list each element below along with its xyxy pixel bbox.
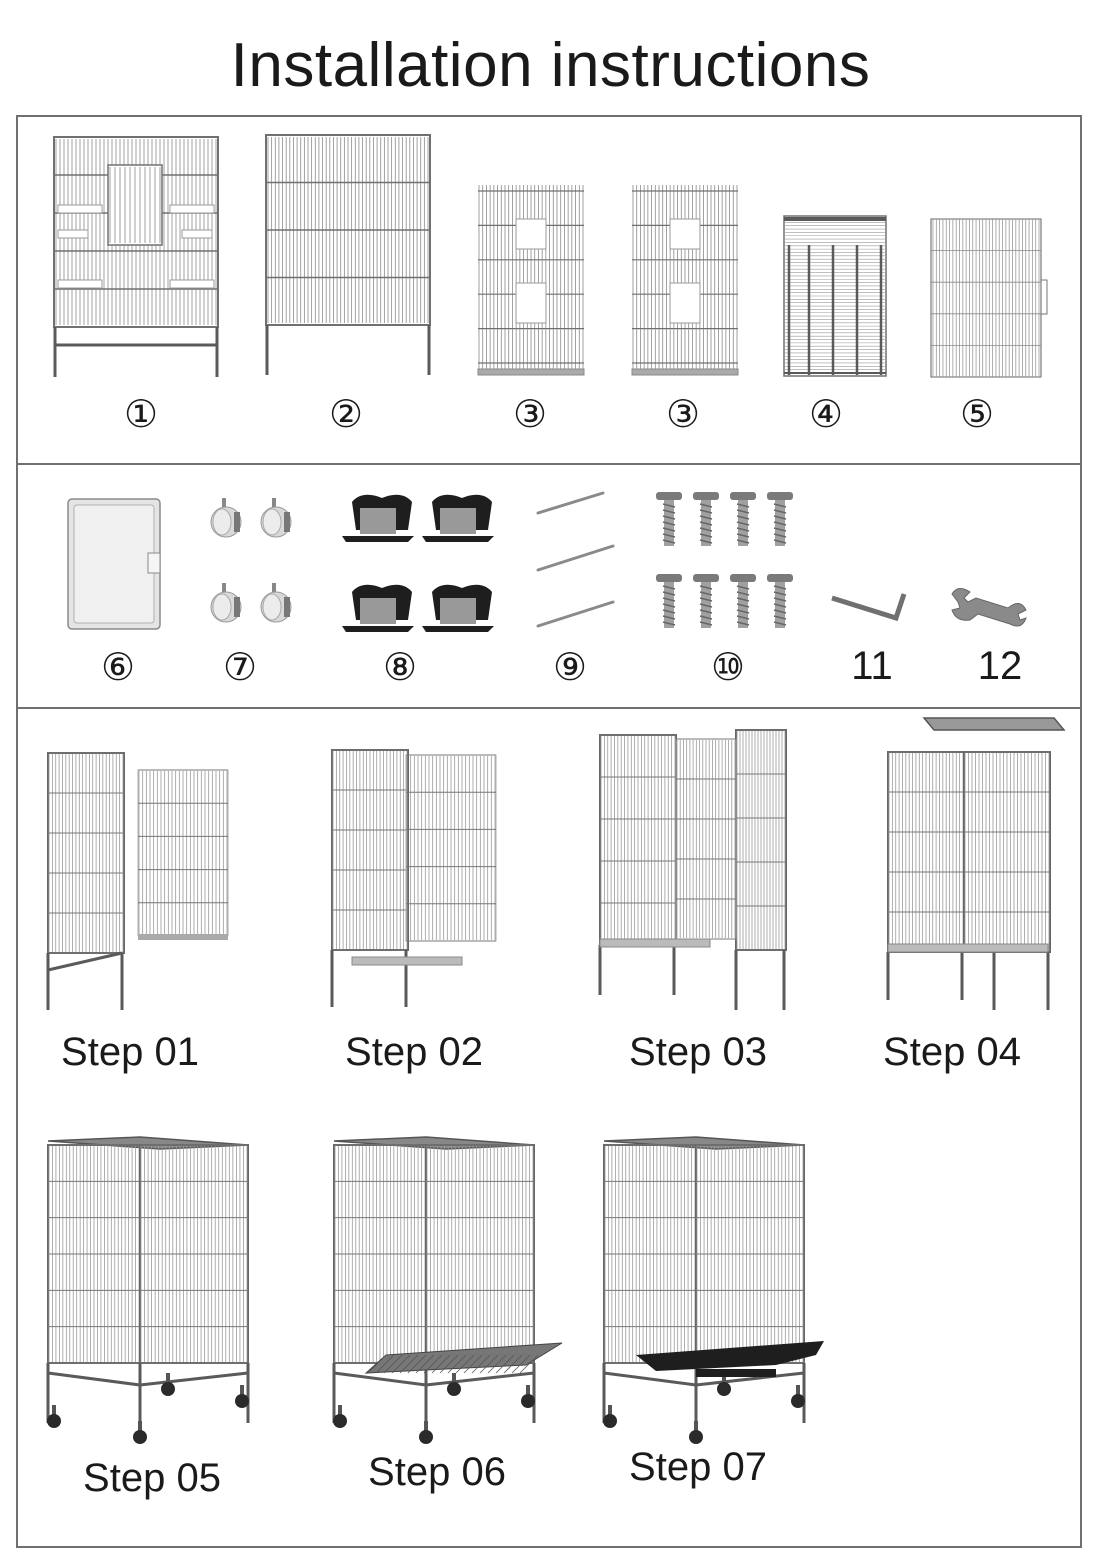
step-05-illustration [40,1133,265,1448]
part-label: ② [328,394,364,436]
part-label: 12 [977,644,1023,688]
step-label: Step 03 [629,1030,767,1074]
step-label: Step 05 [83,1456,221,1500]
part-label: ③ [512,394,548,436]
section-divider [16,463,1082,465]
casters-illustration [200,488,300,633]
top-panel-illustration [783,215,889,380]
part-label: ⑧ [382,647,418,689]
rods-illustration [533,488,623,633]
tray-illustration [66,497,166,632]
step-label: Step 02 [345,1030,483,1074]
step-03-illustration [596,725,796,1013]
part-label: ① [123,394,159,436]
step-label: Step 01 [61,1030,199,1074]
part-label: 11 [851,644,893,688]
feeder-cups-illustration [340,490,500,630]
part-label: ⑥ [100,647,136,689]
part-label: ⑤ [959,394,995,436]
step-label: Step 04 [883,1030,1021,1074]
step-06-illustration [326,1133,566,1438]
page-title: Installation instructions [230,31,871,100]
allen-key-illustration [828,588,918,628]
part-label: ⑦ [222,647,258,689]
side-panel-illustration [630,183,740,378]
back-panel-illustration [264,133,434,378]
section-divider [16,707,1082,709]
step-label: Step 06 [368,1450,506,1494]
step-07-illustration [596,1133,836,1438]
part-label: ③ [665,394,701,436]
grate-illustration [930,218,1050,380]
wrench-illustration [948,580,1028,625]
step-label: Step 07 [629,1445,767,1489]
step-02-illustration [326,745,506,1013]
part-label: ⑨ [552,647,588,689]
screws-illustration [650,490,800,630]
side-panel-illustration [476,183,586,378]
step-04-illustration [882,712,1067,1012]
step-01-illustration [42,748,242,1013]
front-panel-illustration [52,135,222,380]
part-label: ⑩ [710,647,746,689]
part-label: ④ [808,394,844,436]
